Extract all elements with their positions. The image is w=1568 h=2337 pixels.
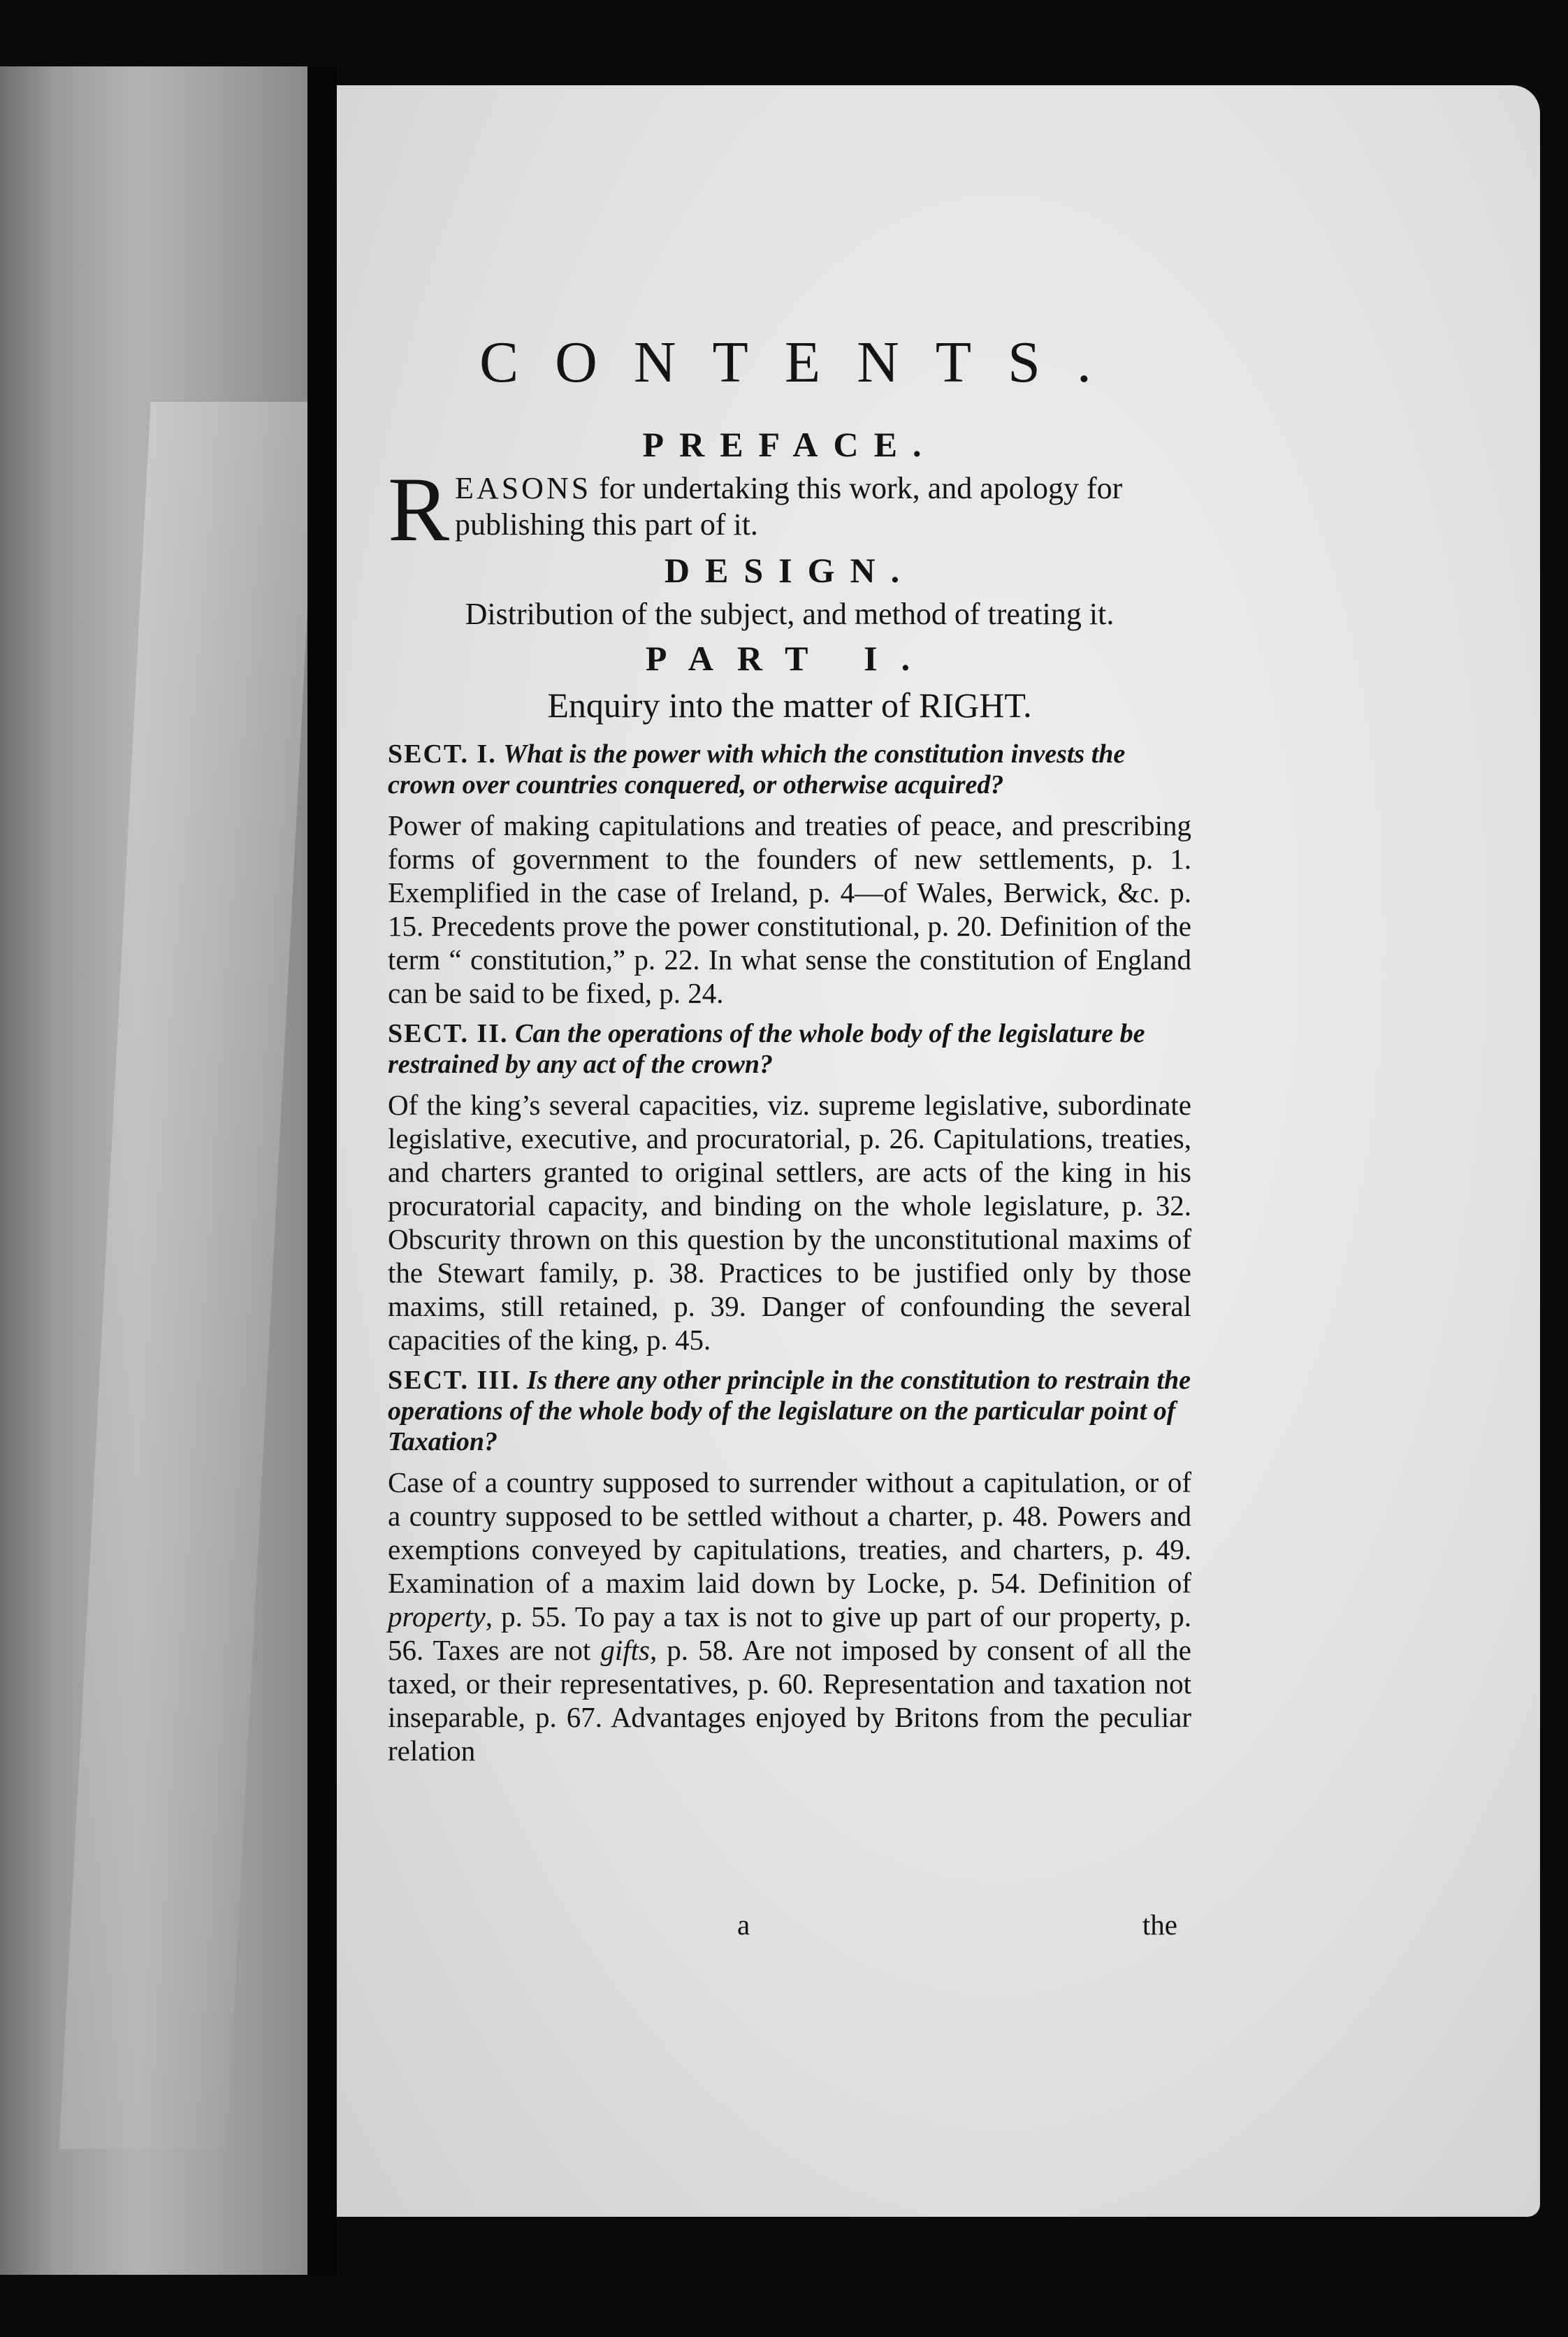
page-title: CONTENTS.: [479, 330, 1128, 395]
italic-term: property: [388, 1600, 486, 1633]
summary-text: , p. 55. To pay a tax is not to give up part of our property, p. 56. Taxes are not: [388, 1600, 1191, 1666]
part-subtitle: Enquiry into the matter of RIGHT.: [547, 686, 1032, 725]
section-summary: Of the king’s several capacities, viz. supreme legislative, subordinate legislative, executive, and procuratorial, p. 26. Capitulations, treaties, and charters granted to original settlers, are acts of the king in his procuratorial capacity, and binding on the whole legislature, p. 32. Obscurity thrown on this question by the unconstitutional maxims of the Stewart family, p. 38. Practices to be justified only by those maxims, still retained, p. 39. Danger of confounding the several capacities of the king, p. 45.: [388, 1089, 1191, 1356]
section-heading: [388, 739, 1191, 800]
section-entry: [388, 1018, 1191, 1356]
summary-text: , p. 58. Are not imposed by consent of all the taxed, or their representatives, p. 60. Representation and taxation not inseparable, p. 67. Advantages enjoyed by Britons from the peculiar relation: [388, 1634, 1191, 1767]
section-label: SECT. I.: [388, 739, 497, 769]
section-heading: [388, 1018, 1191, 1080]
page-footer: [388, 1908, 1191, 1947]
design-text: Distribution of the subject, and method of treating it.: [465, 597, 1115, 631]
section-summary: [388, 1466, 1191, 1767]
section-summary: Power of making capitulations and treaties of peace, and prescribing forms of government to the founders of new settlements, p. 1. Exemplified in the case of Ireland, p. 4—of Wales, Berwick, &c. p. 15. Precedents prove the power constitutional, p. 20. Definition of the term “ constitution,” p. 22. In what sense the constitution of England can be said to be fixed, p. 24.: [388, 809, 1191, 1009]
facing-page-edge: [0, 66, 307, 2275]
drop-cap: R: [388, 458, 450, 560]
preface-heading: PREFACE.: [642, 425, 937, 464]
catchword: the: [1142, 1909, 1177, 1941]
section-question: Is there any other principle in the constitution to restrain the operations of the whole body of the legislature on the particular point of Taxation?: [388, 1366, 1191, 1456]
part-heading: PART I.: [645, 639, 934, 678]
preface-lead-word: EASONS: [455, 471, 592, 505]
book-gutter: [307, 66, 337, 2275]
section-question: What is the power with which the constitution invests the crown over countries conquered, or otherwise acquired?: [388, 739, 1126, 800]
design-heading: DESIGN.: [664, 551, 915, 590]
scan-border: [1540, 0, 1568, 2337]
section-entry: [388, 739, 1191, 1010]
section-question: Can the operations of the whole body of the legislature be restrained by any act of the crown?: [388, 1019, 1145, 1079]
section-label: SECT. III.: [388, 1366, 521, 1395]
preface-entry: [388, 458, 1191, 560]
signature-mark: a: [737, 1909, 750, 1941]
preface-text: for undertaking this work, and apology for publishing this part of it.: [455, 471, 1123, 542]
section-label: SECT. II.: [388, 1019, 509, 1048]
contents-text-block: [388, 328, 1191, 1776]
section-entry: [388, 1365, 1191, 1767]
italic-term: gifts: [600, 1634, 650, 1666]
summary-text: Case of a country supposed to surrender without a capitulation, or of a country supposed to be settled without a charter, p. 48. Powers and exemptions conveyed by capitulations, treaties, and charters, p. 49. Examination of a maxim laid down by Locke, p. 54. Definition of: [388, 1466, 1191, 1599]
section-heading: [388, 1365, 1191, 1457]
